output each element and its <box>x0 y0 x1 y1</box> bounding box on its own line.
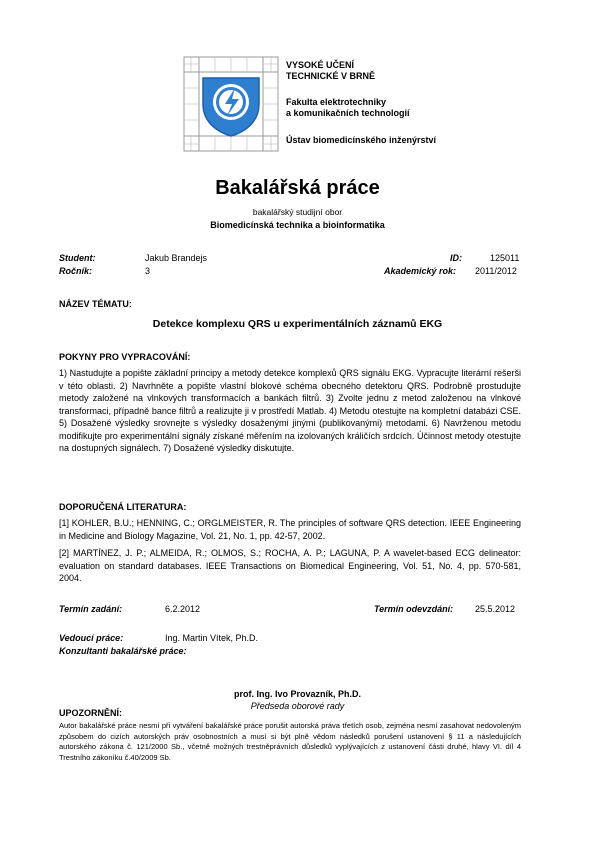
study-field: Biomedicínská technika a bioinformatika <box>210 220 385 230</box>
warning-text: Autor bakalářské práce nesmí při vytváření bakalářské práce porušit autorská práva třetích osob, zejména nesmí zasahovat nedovoleným způsobem do cizích autorských práv osobnostních a musí si být plně vědom následků porušení ustanovení § 11 a následujících autorského zákona č. 121/2000 Sb., včetně možných trestněprávních důsledků vyplývajících z ustanovení části druhé, hlavy VI. díl 4 Trestního zákoníku č.40/2009 Sb. <box>59 721 521 762</box>
submission-date-label: Termín odevzdání: <box>374 604 454 614</box>
supervisor-value: Ing. Martin Vítek, Ph.D. <box>165 633 259 643</box>
signature-role: Předseda oborové rady <box>250 701 345 711</box>
literature-item-1: [1] KOHLER, B.U.; HENNING, C.; ORGLMEISTER, R. The principles of software QRS detection. IEEE Engineering in Medicine and Biology Magazine, Vol. 21, No. 1, pp. 42-57, 2002. <box>59 518 521 541</box>
academic-year-value: 2011/2012 <box>475 266 517 276</box>
thesis-topic: Detekce komplexu QRS u experimentálních záznamů EKG <box>152 318 443 330</box>
id-label: ID: <box>450 253 462 263</box>
topic-heading: NÁZEV TÉMATU: <box>59 299 132 309</box>
assignment-date-label: Termín zadání: <box>59 604 123 614</box>
instructions-heading: POKYNY PRO VYPRACOVÁNÍ: <box>59 352 191 362</box>
instructions-text: 1) Nastudujte a popište základní principy a metody detekce komplexů QRS signálu EKG. Vypracujte literární rešerši v této oblasti. 2) Navrhněte a popište vlastní blokové schéma obecného detektoru QRS. Podrobně prostudujte metody založené na vlnkových transformacích a bankách filtrů. 3) Zvolte jednu z metod založenou na vlnkové transformaci, případně bance filtrů a realizujte ji v prostředí Matlab. 4) Metodu otestujte na kompletní databázi CSE. 5) Dosažené výsledky srovnejte s výsledky dosaženými jinými (publikovanými) metodami. 6) Navrženou metodu modifikujte pro experimentální signály získané měřením na izolovaných králičích srdcích. Účinnost metody otestujte na dostupných signálech. 7) Dosažené výsledky diskutujte. <box>59 368 521 453</box>
year-label: Ročník: <box>59 266 93 276</box>
signature-name: prof. Ing. Ivo Provazník, Ph.D. <box>233 689 361 699</box>
faculty-line-2: a komunikačních technologií <box>286 108 410 118</box>
institute-name: Ústav biomedicínského inženýrství <box>286 135 437 145</box>
literature-heading: DOPORUČENÁ LITERATURA: <box>59 502 187 512</box>
literature-item-2: [2] MARTÍNEZ, J. P.; ALMEIDA, R.; OLMOS, S.; ROCHA, A. P.; LAGUNA, P. A wavelet-based ECG delineator: evaluation on standard databases. IEEE Transactions on Biomedical Engineering, Vol. 51, No. 4, pp. 570-581, 2004. <box>59 548 521 583</box>
vut-lightning-shield-logo-icon <box>183 56 279 152</box>
assignment-date-value: 6.2.2012 <box>165 604 201 614</box>
student-value: Jakub Brandejs <box>145 253 208 263</box>
consultants-label: Konzultanti bakalářské práce: <box>59 646 187 656</box>
faculty-name <box>286 97 410 119</box>
document-subtitle: bakalářský studijní obor <box>252 207 343 217</box>
university-line-1: VYSOKÉ UČENÍ <box>286 60 355 70</box>
academic-year-label: Akademický rok: <box>384 266 457 276</box>
university-line-2: TECHNICKÉ V BRNĚ <box>286 71 376 81</box>
warning-label: UPOZORNĚNÍ: <box>59 708 122 718</box>
submission-date-value: 25.5.2012 <box>475 604 516 614</box>
document-title: Bakalářská práce <box>215 177 380 199</box>
faculty-line-1: Fakulta elektrotechniky <box>286 97 387 107</box>
student-label: Student: <box>59 253 96 263</box>
supervisor-label: Vedoucí práce: <box>59 633 124 643</box>
id-value: 125011 <box>490 253 520 263</box>
year-value: 3 <box>145 266 151 276</box>
university-name <box>286 60 375 82</box>
